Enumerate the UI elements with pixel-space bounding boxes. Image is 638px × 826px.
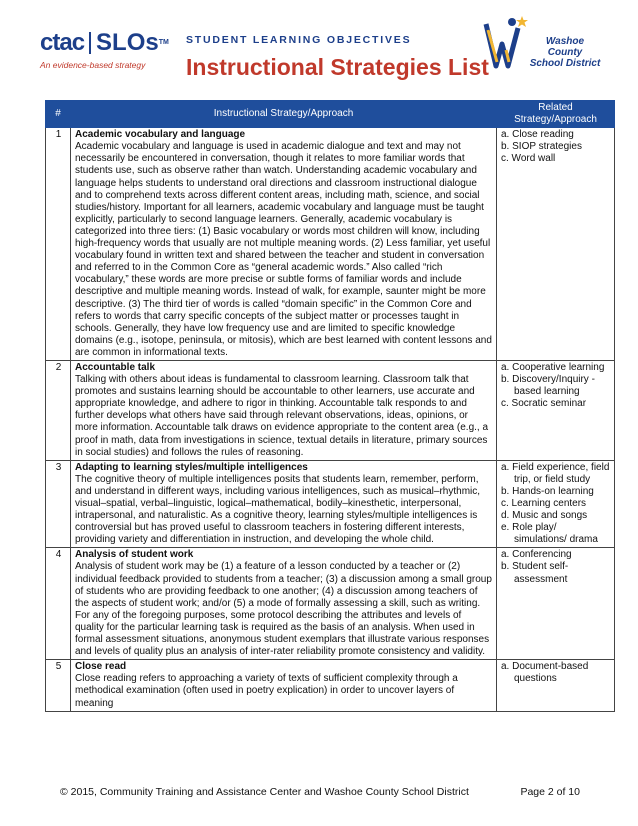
related-item: a. Cooperative learning (501, 361, 605, 373)
table-row (46, 460, 615, 548)
strategy-title: Adapting to learning styles/multiple intelligences (75, 461, 308, 473)
row-number: 3 (46, 460, 71, 548)
related-cell (497, 128, 615, 361)
strategy-description: The cognitive theory of multiple intelligences posits that students learn, remember, perform, and understand in different ways, including various intelligences, such as musical–rhythmic, visual–spatial, verbal–linguistic, logical–mathematical, bodily–kinesthetic, interpersonal, intrapersonal, and naturalistic. As a cognitive theory, learning styles/multiple intelligences is controversial but has proved useful to classroom teachers in fostering different interests, providing variety and differentiation in instruction, and developing the whole child. (75, 473, 481, 546)
title-block (186, 34, 489, 82)
related-list (501, 661, 611, 685)
wcsd-emblem-icon (482, 14, 530, 78)
related-cell (497, 660, 615, 711)
slos-wordmark: SLOs™ (96, 29, 169, 56)
related-item: d. Music and songs (501, 510, 588, 522)
washoe-county-logo (482, 14, 602, 78)
related-list (501, 462, 611, 547)
page-title: Instructional Strategies List (186, 54, 489, 80)
related-item: c. Socratic seminar (501, 398, 587, 410)
related-list (501, 549, 611, 585)
strategy-title: Close read (75, 661, 127, 673)
table-row (46, 128, 615, 361)
related-cell (497, 460, 615, 548)
related-item: b. Discovery/Inquiry - based learning (501, 374, 595, 398)
strategy-description: Close reading refers to approaching a variety of texts of sufficient complexity through a methodical examination (often used in poetry explication) in order to uncover layers of meaning (75, 673, 458, 709)
header-strategy: Instructional Strategy/Approach (71, 101, 497, 128)
strategy-description: Academic vocabulary and language is used in academic dialogue and text and may not necessarily be encountered in conversation, though it relates to more familiar words that students use, such as observe rather than watch. Understanding academic vocabulary and language helps students to understand oral directions and classroom instructional dialogue and to comprehend texts across different content areas, including math, science, and social studies/history. Important for all learners, academic vocabulary and language must be taught explicitly, particularly to second language learners. Generally, academic vocabulary is categorized into three tiers: (1) Basic vocabulary or words most children will know, including high-frequency words that usually are not multiple meaning words. (2) Less familiar, yet useful vocabulary found in written text and shared between the teacher and student in conversation and referred to in the Common Core as “general academic words.” Also called “rich vocabulary,” these words are more precise or subtle forms of familiar words and include descriptive and multiple meaning words. Instead of walk, for example, saunter might be more descriptive. (3) The third tier of words is called “domain specific” in the Common Core and refers to words that carry specific concepts of the subject matter or processes taught in schools. Generally, they have low frequency use and are limited to specific knowledge domains (e.g., isotope, peninsula, or mitosis), which are best learned with content lessons and are common in informational texts. (75, 141, 492, 358)
header-related: Related Strategy/Approach (497, 101, 615, 128)
ctac-slos-logo (40, 30, 168, 80)
related-cell (497, 360, 615, 460)
page-footer (60, 786, 580, 798)
related-item: a. Field experience, field trip, or field study (501, 461, 610, 485)
row-number: 1 (46, 128, 71, 361)
related-list (501, 129, 611, 165)
row-number: 2 (46, 360, 71, 460)
strategy-cell (71, 460, 497, 548)
strategy-description: Talking with others about ideas is fundamental to classroom learning. Classroom talk that promotes and sustains learning should be accountable to other learners, use accurate and appropriate knowledge, and adhere to rigor in thinking. Accountable talk responds to and further develops what others have said through relevant observations, ideas, opinions, or more information. Accountable talk draws on evidence appropriate to the content area (e.g., a proof in math, data from investigations in science, textual details in literature, primary sources in social studies) and follows the rules of reasoning. (75, 374, 489, 458)
page-subtitle: STUDENT LEARNING OBJECTIVES (186, 34, 412, 46)
footer-copyright: © 2015, Community Training and Assistance Center and Washoe County School District (60, 786, 469, 798)
related-item: b. SIOP strategies (501, 141, 582, 153)
related-item: b. Hands-on learning (501, 485, 594, 497)
related-cell (497, 548, 615, 660)
related-item: c. Word wall (501, 153, 556, 165)
strategy-cell (71, 128, 497, 361)
footer-page-number: Page 2 of 10 (520, 786, 580, 798)
strategy-cell (71, 360, 497, 460)
strategy-title: Academic vocabulary and language (75, 129, 246, 141)
related-item: a. Close reading (501, 129, 574, 141)
strategy-cell (71, 660, 497, 711)
related-list (501, 362, 611, 410)
ctac-wordmark: ctac (40, 29, 85, 56)
logo-divider (89, 32, 91, 54)
strategy-title: Accountable talk (75, 361, 156, 373)
table-body (46, 128, 615, 711)
strategy-cell (71, 548, 497, 660)
header-num: # (46, 101, 71, 128)
strategy-description: Analysis of student work may be (1) a feature of a lesson conducted by a teacher or (2) individual feedback provided to students from a teacher; (3) a discussion among a small group of students who are providing feedback to one another; (4) a discussion among teachers of the aspects of student work; and/or (5) a mode of formally assessing a skill, such as writing. For any of the foregoing purposes, some protocol describing the attributes and levels of quality for the particular learning task is required as the basis of an analysis. When used in formal assessment situations, anonymous student exemplars that illustrate various responses and levels of quality plus an analysis of inter-rater reliability promote consistency and validity. (75, 561, 492, 658)
strategy-title: Analysis of student work (75, 549, 194, 561)
wcsd-wordmark: Washoe County School District (529, 36, 601, 69)
row-number: 4 (46, 548, 71, 660)
table-row (46, 548, 615, 660)
row-number: 5 (46, 660, 71, 711)
logo-tagline: An evidence-based strategy (40, 60, 146, 70)
table-row (46, 660, 615, 711)
related-item: a. Conferencing (501, 549, 572, 561)
strategies-table (45, 100, 615, 712)
table-row (46, 360, 615, 460)
related-item: e. Role play/ simulations/ drama (501, 522, 598, 546)
related-item: a. Document-based questions (501, 661, 589, 685)
related-item: c. Learning centers (501, 498, 587, 509)
related-item: b. Student self-assessment (501, 561, 569, 585)
table-header-row (46, 101, 615, 128)
page-header (0, 0, 638, 92)
